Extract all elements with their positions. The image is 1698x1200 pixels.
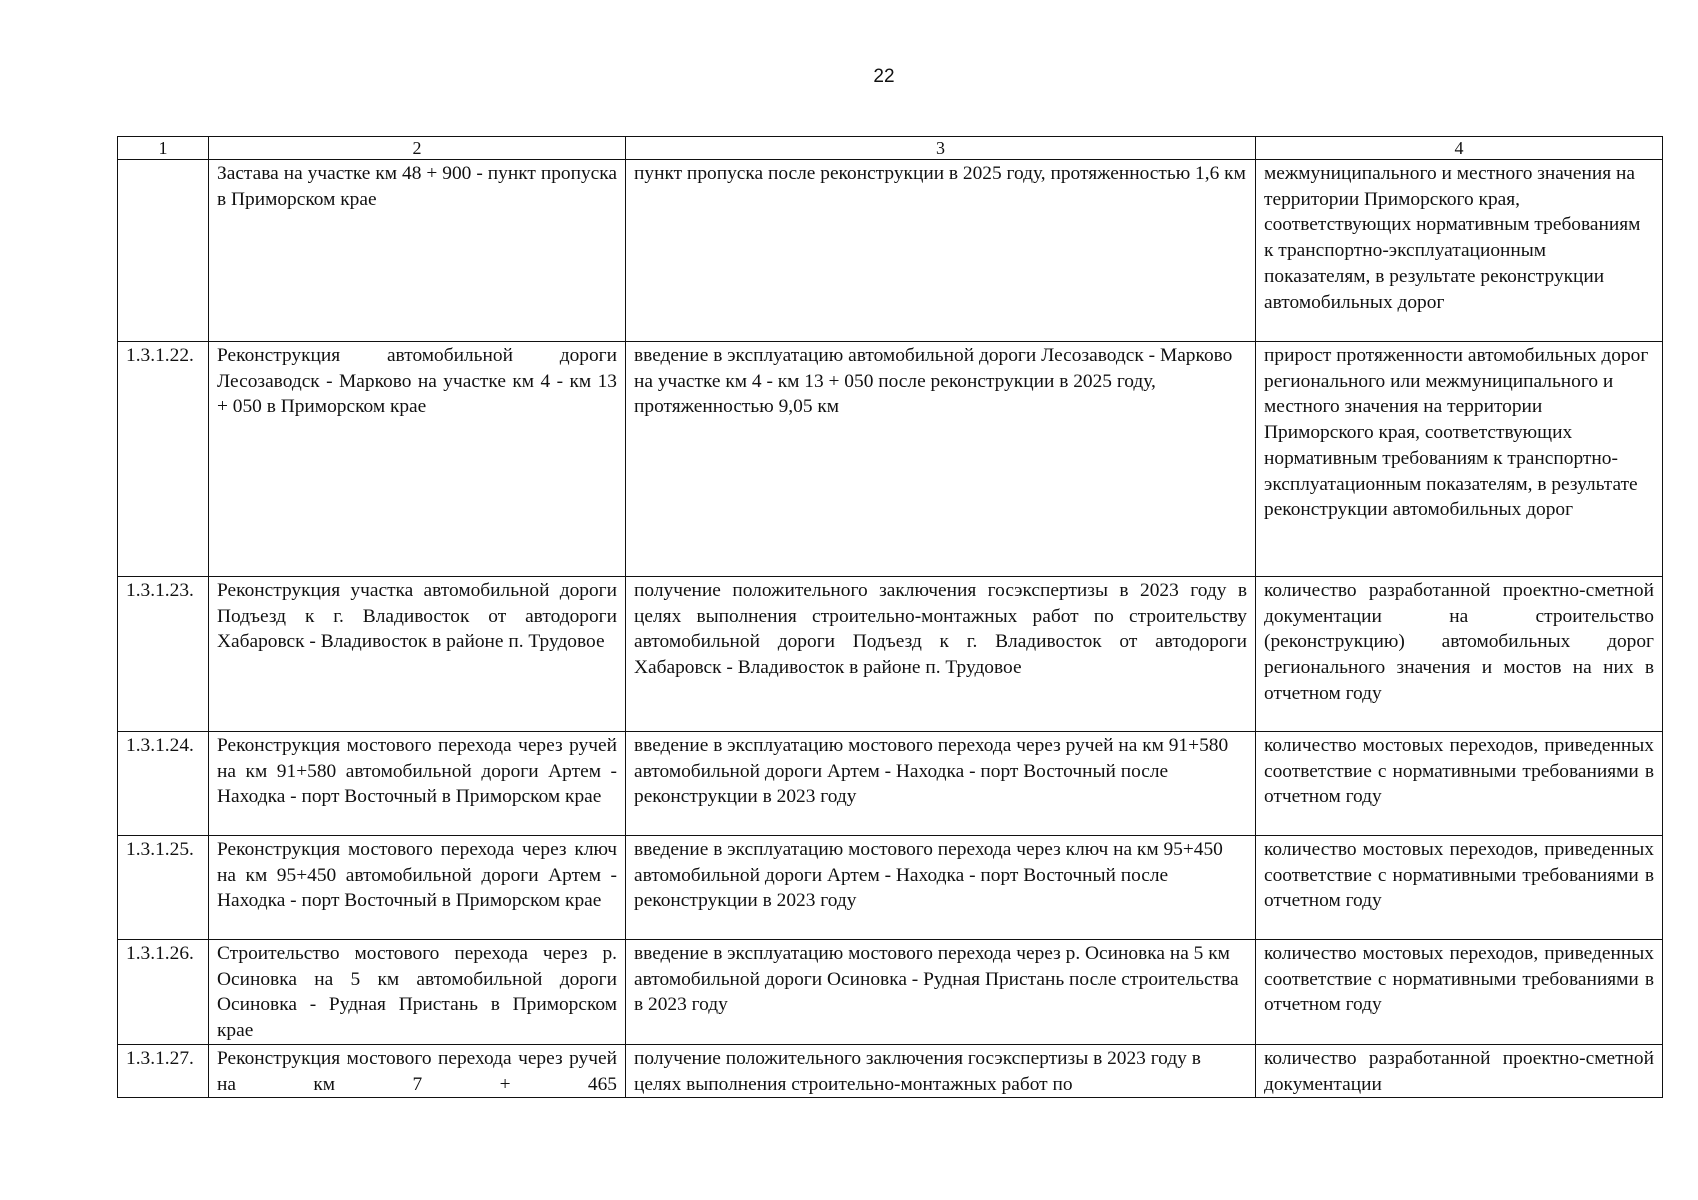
indicator-cell: прирост протяженности автомобильных дорог регионального или межмуниципального и местного значения на территории Приморского края, соответствующих нормативным требованиям к транспортно-эксплуатационным показателям, в результате реконструкции автомобильных дорог bbox=[1256, 342, 1663, 577]
row-number-cell bbox=[118, 160, 209, 342]
indicator-cell: количество разработанной проектно-сметной документации на строительство (реконструкцию) автомобильных дорог регионального значения и мостов на них в отчетном году bbox=[1256, 577, 1663, 732]
result-cell: получение положительного заключения госэкспертизы в 2023 году в целях выполнения строительно-монтажных работ по строительству автомобильной дороги Подъезд к г. Владивосток от автодороги Хабаровск - Владивосток в районе п. Трудовое bbox=[626, 577, 1256, 732]
header-cell-3: 3 bbox=[626, 137, 1256, 160]
page-number: 22 bbox=[873, 66, 895, 87]
activities-table bbox=[117, 136, 1663, 1098]
row-number-cell: 1.3.1.27. bbox=[118, 1044, 209, 1097]
indicator-cell: количество разработанной проектно-сметной документации bbox=[1256, 1044, 1663, 1097]
row-number-cell: 1.3.1.24. bbox=[118, 732, 209, 836]
table-row bbox=[118, 836, 1663, 940]
indicator-cell: межмуниципального и местного значения на территории Приморского края, соответствующих нормативным требованиям к транспортно-эксплуатационным показателям, в результате реконструкции автомобильных дорог bbox=[1256, 160, 1663, 342]
table-row bbox=[118, 342, 1663, 577]
row-number-cell: 1.3.1.23. bbox=[118, 577, 209, 732]
row-number-cell: 1.3.1.22. bbox=[118, 342, 209, 577]
activity-name-cell: Реконструкция мостового перехода через ручей на км 7 + 465 bbox=[209, 1044, 626, 1097]
table-header-row bbox=[118, 137, 1663, 160]
result-cell: введение в эксплуатацию мостового перехода через ключ на км 95+450 автомобильной дороги Артем - Находка - порт Восточный после реконструкции в 2023 году bbox=[626, 836, 1256, 940]
table-row bbox=[118, 940, 1663, 1045]
header-cell-1: 1 bbox=[118, 137, 209, 160]
table-row bbox=[118, 160, 1663, 342]
result-cell: введение в эксплуатацию мостового перехода через ручей на км 91+580 автомобильной дороги Артем - Находка - порт Восточный после реконструкции в 2023 году bbox=[626, 732, 1256, 836]
table-row bbox=[118, 732, 1663, 836]
activity-name-cell: Строительство мостового перехода через р. Осиновка на 5 км автомобильной дороги Осиновка - Рудная Пристань в Приморском крае bbox=[209, 940, 626, 1045]
header-cell-4: 4 bbox=[1256, 137, 1663, 160]
table-row bbox=[118, 1044, 1663, 1097]
activity-name-cell: Застава на участке км 48 + 900 - пункт пропуска в Приморском крае bbox=[209, 160, 626, 342]
result-cell: получение положительного заключения госэкспертизы в 2023 году в целях выполнения строительно-монтажных работ по bbox=[626, 1044, 1256, 1097]
row-number-cell: 1.3.1.25. bbox=[118, 836, 209, 940]
header-cell-2: 2 bbox=[209, 137, 626, 160]
indicator-cell: количество мостовых переходов, приведенных соответствие с нормативными требованиями в отчетном году bbox=[1256, 940, 1663, 1045]
activity-name-cell: Реконструкция участка автомобильной дороги Подъезд к г. Владивосток от автодороги Хабаровск - Владивосток в районе п. Трудовое bbox=[209, 577, 626, 732]
activity-name-cell: Реконструкция автомобильной дороги Лесозаводск - Марково на участке км 4 - км 13 + 050 в Приморском крае bbox=[209, 342, 626, 577]
indicator-cell: количество мостовых переходов, приведенных соответствие с нормативными требованиями в отчетном году bbox=[1256, 732, 1663, 836]
indicator-cell: количество мостовых переходов, приведенных соответствие с нормативными требованиями в отчетном году bbox=[1256, 836, 1663, 940]
table-row bbox=[118, 577, 1663, 732]
result-cell: введение в эксплуатацию автомобильной дороги Лесозаводск - Марково на участке км 4 - км 13 + 050 после реконструкции в 2025 году, протяженностью 9,05 км bbox=[626, 342, 1256, 577]
activity-name-cell: Реконструкция мостового перехода через ключ на км 95+450 автомобильной дороги Артем - Находка - порт Восточный в Приморском крае bbox=[209, 836, 626, 940]
result-cell: введение в эксплуатацию мостового перехода через р. Осиновка на 5 км автомобильной дороги Осиновка - Рудная Пристань после строительства в 2023 году bbox=[626, 940, 1256, 1045]
row-number-cell: 1.3.1.26. bbox=[118, 940, 209, 1045]
result-cell: пункт пропуска после реконструкции в 2025 году, протяженностью 1,6 км bbox=[626, 160, 1256, 342]
activity-name-cell: Реконструкция мостового перехода через ручей на км 91+580 автомобильной дороги Артем - Находка - порт Восточный в Приморском крае bbox=[209, 732, 626, 836]
